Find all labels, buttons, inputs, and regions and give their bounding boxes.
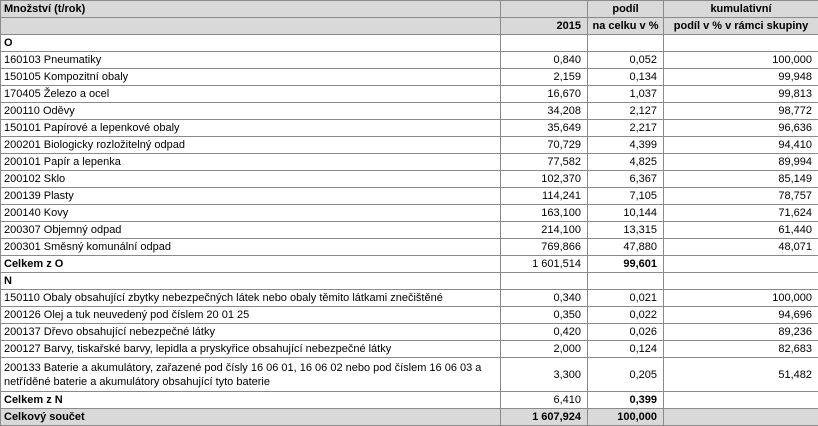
cumulative-value: 94,696 [664,307,818,324]
grand-total-share: 100,000 [588,409,664,426]
share-value: 0,026 [588,324,664,341]
subtotal-amount: 1 601,514 [501,256,588,273]
waste-item-name: 200110 Oděvy [1,103,501,120]
waste-item-name: 200201 Biologicky rozložitelný odpad [1,137,501,154]
table-row [1,171,818,188]
waste-item-name: 200101 Papír a lepenka [1,154,501,171]
header-blank [1,18,501,35]
empty-cell [664,409,818,426]
subtotal-row [1,256,818,273]
waste-item-name: 150110 Obaly obsahující zbytky nebezpečných látek nebo obaly těmito látkami znečištěné [1,290,501,307]
table-row [1,324,818,341]
group-header-row [1,273,818,290]
subtotal-label: Celkem z N [1,392,501,409]
empty-cell [664,273,818,290]
cumulative-value: 61,440 [664,222,818,239]
header-podil: podíl [588,1,664,18]
empty-cell [664,392,818,409]
amount-value: 2,000 [501,341,588,358]
header-row-1 [1,1,818,18]
share-value: 13,315 [588,222,664,239]
table-row [1,341,818,358]
table-row [1,52,818,69]
share-value: 0,124 [588,341,664,358]
empty-cell [588,35,664,52]
waste-item-name: 200102 Sklo [1,171,501,188]
amount-value: 769,866 [501,239,588,256]
waste-item-name: 200139 Plasty [1,188,501,205]
cumulative-value: 94,410 [664,137,818,154]
waste-item-name: 200140 Kovy [1,205,501,222]
share-value: 0,021 [588,290,664,307]
amount-value: 0,340 [501,290,588,307]
share-value: 7,105 [588,188,664,205]
table-row [1,205,818,222]
share-value: 1,037 [588,86,664,103]
empty-cell [664,256,818,273]
subtotal-share: 99,601 [588,256,664,273]
waste-item-name: 200137 Dřevo obsahující nebezpečné látky [1,324,501,341]
header-row-2 [1,18,818,35]
share-value: 2,127 [588,103,664,120]
amount-value: 3,300 [501,358,588,392]
waste-item-name: 200133 Baterie a akumulátory, zařazené pod čísly 16 06 01, 16 06 02 nebo pod číslem 16 06 03 a netříděné baterie a akumulátory obsahující tyto baterie [1,358,501,392]
empty-cell [501,35,588,52]
table-row [1,69,818,86]
waste-item-name: 170405 Železo a ocel [1,86,501,103]
cumulative-value: 100,000 [664,52,818,69]
amount-value: 0,840 [501,52,588,69]
header-kumulativni: kumulativní [664,1,818,18]
amount-value: 2,159 [501,69,588,86]
amount-value: 102,370 [501,171,588,188]
share-value: 47,880 [588,239,664,256]
cumulative-value: 85,149 [664,171,818,188]
cumulative-value: 51,482 [664,358,818,392]
share-value: 0,134 [588,69,664,86]
table-row [1,154,818,171]
share-value: 0,022 [588,307,664,324]
subtotal-label: Celkem z O [1,256,501,273]
group-label: O [1,35,501,52]
share-value: 6,367 [588,171,664,188]
waste-item-name: 160103 Pneumatiky [1,52,501,69]
share-value: 0,205 [588,358,664,392]
cumulative-value: 48,071 [664,239,818,256]
waste-item-name: 200126 Olej a tuk neuvedený pod číslem 20 01 25 [1,307,501,324]
table-row [1,307,818,324]
subtotal-share: 0,399 [588,392,664,409]
subtotal-amount: 6,410 [501,392,588,409]
header-year: 2015 [501,18,588,35]
cumulative-value: 89,994 [664,154,818,171]
amount-value: 77,582 [501,154,588,171]
share-value: 4,399 [588,137,664,154]
grand-total-label: Celkový součet [1,409,501,426]
empty-cell [588,273,664,290]
waste-item-name: 200307 Objemný odpad [1,222,501,239]
amount-value: 0,420 [501,324,588,341]
group-label: N [1,273,501,290]
amount-value: 70,729 [501,137,588,154]
table-row [1,137,818,154]
subtotal-row [1,392,818,409]
cumulative-value: 89,236 [664,324,818,341]
waste-item-name: 150105 Kompozitní obaly [1,69,501,86]
waste-item-name: 200127 Barvy, tiskařské barvy, lepidla a pryskyřice obsahující nebezpečné látky [1,341,501,358]
group-header-row [1,35,818,52]
table-row [1,358,818,392]
share-value: 4,825 [588,154,664,171]
waste-item-name: 150101 Papírové a lepenkové obaly [1,120,501,137]
cumulative-value: 78,757 [664,188,818,205]
cumulative-value: 82,683 [664,341,818,358]
amount-value: 0,350 [501,307,588,324]
grand-total-amount: 1 607,924 [501,409,588,426]
table-row [1,222,818,239]
empty-cell [501,273,588,290]
table-row [1,103,818,120]
table-row [1,120,818,137]
header-blank [501,1,588,18]
table-row [1,239,818,256]
cumulative-value: 98,772 [664,103,818,120]
amount-value: 35,649 [501,120,588,137]
table-title: Množství (t/rok) [1,1,501,18]
cumulative-value: 99,813 [664,86,818,103]
share-value: 0,052 [588,52,664,69]
header-share: na celku v % [588,18,664,35]
share-value: 2,217 [588,120,664,137]
grand-total-row [1,409,818,426]
cumulative-value: 100,000 [664,290,818,307]
waste-item-name: 200301 Směsný komunální odpad [1,239,501,256]
amount-value: 16,670 [501,86,588,103]
header-cumulative-share: podíl v % v rámci skupiny [664,18,818,35]
table-row [1,290,818,307]
amount-value: 114,241 [501,188,588,205]
amount-value: 163,100 [501,205,588,222]
table-row [1,188,818,205]
share-value: 10,144 [588,205,664,222]
cumulative-value: 96,636 [664,120,818,137]
empty-cell [664,35,818,52]
cumulative-value: 71,624 [664,205,818,222]
cumulative-value: 99,948 [664,69,818,86]
amount-value: 214,100 [501,222,588,239]
table-row [1,86,818,103]
amount-value: 34,208 [501,103,588,120]
